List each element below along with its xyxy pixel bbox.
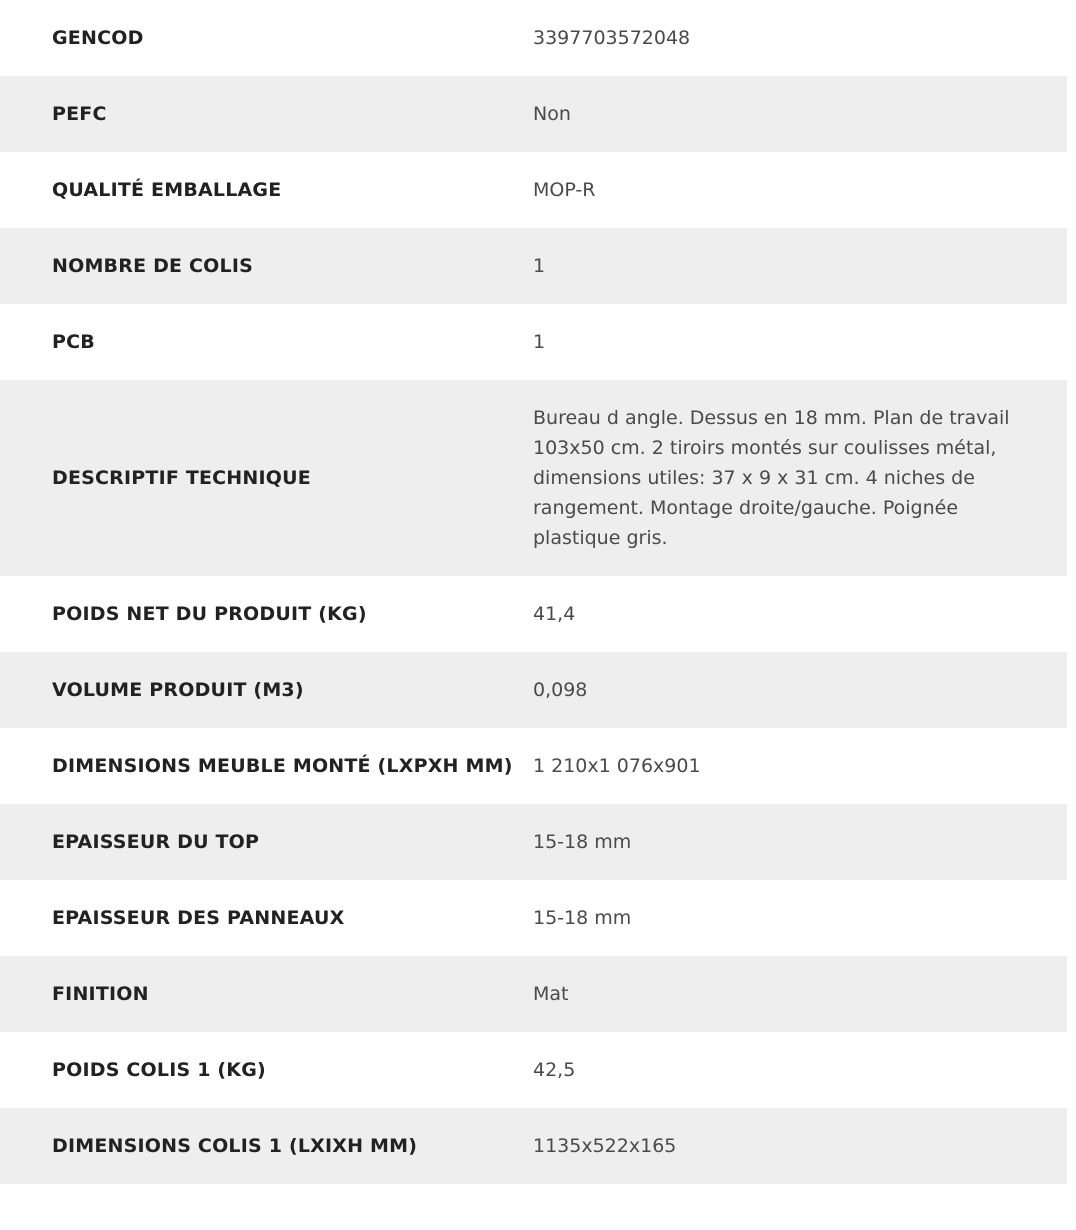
spec-value: 15-18 mm — [533, 831, 632, 853]
spec-row-dimensions-meuble — [0, 728, 1067, 804]
spec-value: 42,5 — [533, 1059, 576, 1081]
spec-label: EPAISSEUR DU TOP — [52, 831, 260, 853]
spec-label: FINITION — [52, 983, 149, 1005]
spec-row-gencod — [0, 0, 1067, 76]
spec-label: DESCRIPTIF TECHNIQUE — [52, 467, 311, 489]
spec-row-nombre-de-colis — [0, 228, 1067, 304]
spec-label: POIDS NET DU PRODUIT (KG) — [52, 603, 367, 625]
spec-label: PCB — [52, 331, 95, 353]
spec-row-dimensions-colis — [0, 1108, 1067, 1184]
spec-value: Bureau d angle. Dessus en 18 mm. Plan de travail 103x50 cm. 2 tiroirs montés sur coulisses métal, dimensions utiles: 37 x 9 x 31 cm. 4 niches de rangement. Montage droite/gauche. Poignée plastique gris. — [533, 407, 1010, 549]
spec-value: 3397703572048 — [533, 27, 691, 49]
spec-label: QUALITÉ EMBALLAGE — [52, 179, 282, 201]
spec-label: DIMENSIONS COLIS 1 (LXIXH MM) — [52, 1135, 418, 1157]
spec-value: MOP-R — [533, 179, 596, 201]
spec-value: 15-18 mm — [533, 907, 632, 929]
spec-row-pefc — [0, 76, 1067, 152]
spec-row-finition — [0, 956, 1067, 1032]
spec-value: 1 210x1 076x901 — [533, 755, 701, 777]
spec-label: POIDS COLIS 1 (KG) — [52, 1059, 266, 1081]
spec-row-volume-produit — [0, 652, 1067, 728]
spec-value: 1 — [533, 331, 546, 353]
spec-label: GENCOD — [52, 27, 144, 49]
spec-row-pcb — [0, 304, 1067, 380]
spec-value: 1 — [533, 255, 546, 277]
spec-label: EPAISSEUR DES PANNEAUX — [52, 907, 345, 929]
spec-row-epaisseur-top — [0, 804, 1067, 880]
spec-row-epaisseur-panneaux — [0, 880, 1067, 956]
spec-value: 1135x522x165 — [533, 1135, 677, 1157]
spec-label: PEFC — [52, 103, 107, 125]
spec-label: DIMENSIONS MEUBLE MONTÉ (LXPXH MM) — [52, 755, 513, 777]
spec-value: Non — [533, 103, 571, 125]
spec-label: VOLUME PRODUIT (M3) — [52, 679, 304, 701]
spec-value: Mat — [533, 983, 569, 1005]
spec-value: 41,4 — [533, 603, 576, 625]
spec-row-descriptif-technique — [0, 380, 1067, 576]
spec-row-poids-net — [0, 576, 1067, 652]
spec-row-qualite-emballage — [0, 152, 1067, 228]
spec-value: 0,098 — [533, 679, 588, 701]
spec-row-poids-colis — [0, 1032, 1067, 1108]
spec-label: NOMBRE DE COLIS — [52, 255, 253, 277]
